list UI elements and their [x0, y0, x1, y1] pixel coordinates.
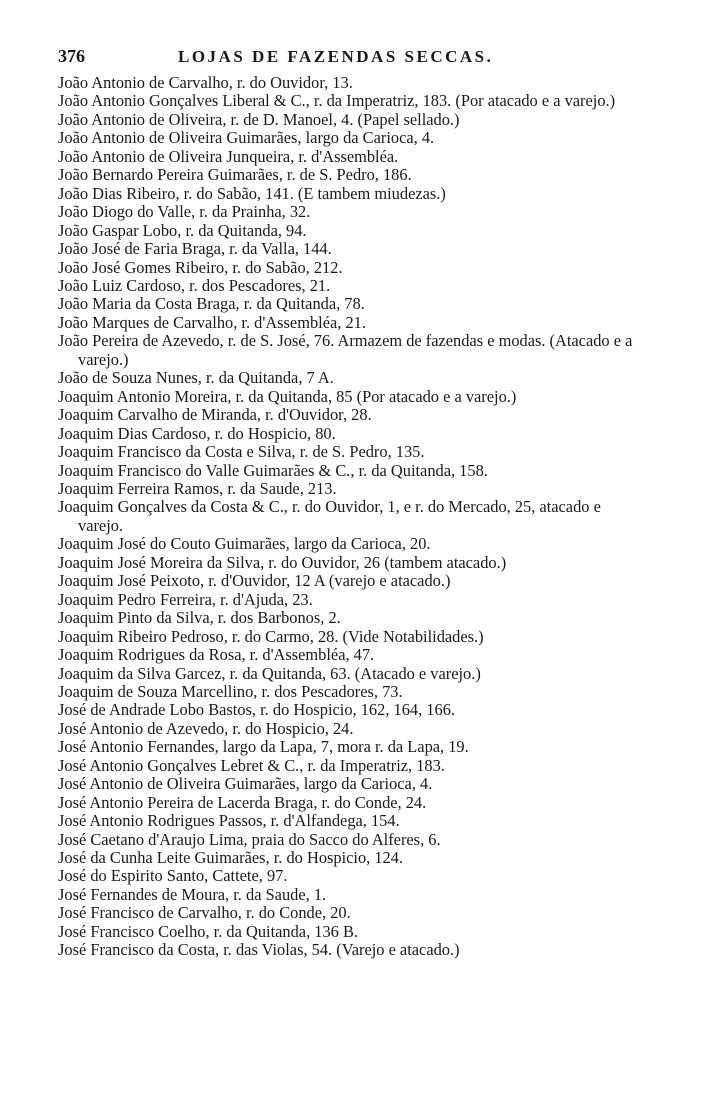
list-item: Joaquim José Moreira da Silva, r. do Ouvidor, 26 (tambem atacado.) [58, 552, 507, 572]
list-item: Joaquim Pedro Ferreira, r. d'Ajuda, 23. [58, 589, 313, 609]
list-item: Joaquim José Peixoto, r. d'Ouvidor, 12 A (varejo e atacado.) [58, 571, 451, 591]
list-item: José do Espirito Santo, Cattete, 97. [58, 866, 288, 886]
running-head [58, 46, 644, 70]
list-item: José Antonio Gonçalves Lebret & C., r. da Imperatriz, 183. [58, 755, 445, 775]
list-item: João Antonio Gonçalves Liberal & C., r. da Imperatriz, 183. (Por atacado e a varejo.) [58, 91, 616, 111]
list-item: Joaquim Carvalho de Miranda, r. d'Ouvidor, 28. [58, 405, 372, 425]
list-item: João Dias Ribeiro, r. do Sabão, 141. (E tambem miudezas.) [58, 183, 446, 203]
list-item: Joaquim Gonçalves da Costa & C., r. do Ouvidor, 1, e r. do Mercado, 25, atacado e varejo. [58, 497, 601, 535]
list-item: João Antonio de Carvalho, r. do Ouvidor, 13. [58, 73, 353, 92]
list-item: João José de Faria Braga, r. da Valla, 144. [58, 239, 332, 259]
list-item: José Francisco Coelho, r. da Quitanda, 136 B. [58, 921, 358, 941]
list-item: João Diogo do Valle, r. da Prainha, 32. [58, 202, 311, 222]
list-item: Joaquim da Silva Garcez, r. da Quitanda, 63. (Atacado e varejo.) [58, 663, 481, 683]
list-item: José Antonio Pereira de Lacerda Braga, r. do Conde, 24. [58, 792, 427, 812]
list-item: João Antonio de Oliveira, r. de D. Manoel, 4. (Papel sellado.) [58, 109, 460, 129]
list-item: Joaquim Ribeiro Pedroso, r. do Carmo, 28. (Vide Notabilidades.) [58, 626, 484, 646]
page-number: 376 [58, 46, 85, 66]
list-item: João Luiz Cardoso, r. dos Pescadores, 21. [58, 275, 331, 295]
list-item: João Antonio de Oliveira Junqueira, r. d'Assembléa. [58, 146, 399, 166]
page-title: LOJAS DE FAZENDAS SECCAS. [178, 47, 494, 66]
list-item: José Francisco de Carvalho, r. do Conde, 20. [58, 903, 351, 923]
list-item: Joaquim Rodrigues da Rosa, r. d'Assembléa, 47. [58, 645, 375, 665]
list-item: Joaquim Dias Cardoso, r. do Hospicio, 80. [58, 423, 336, 443]
list-item: Joaquim Francisco da Costa e Silva, r. de S. Pedro, 135. [58, 442, 425, 462]
list-item: João Maria da Costa Braga, r. da Quitanda, 78. [58, 294, 365, 314]
list-item: João Antonio de Oliveira Guimarães, largo da Carioca, 4. [58, 128, 435, 148]
list-item: João Pereira de Azevedo, r. de S. José, 76. Armazem de fazendas e modas. (Atacado e a varejo.) [58, 331, 633, 369]
list-item: João Marques de Carvalho, r. d'Assembléa, 21. [58, 312, 366, 332]
list-item: João José Gomes Ribeiro, r. do Sabão, 212. [58, 257, 343, 277]
list-item: José Antonio de Azevedo, r. do Hospicio, 24. [58, 718, 354, 738]
list-item: João Bernardo Pereira Guimarães, r. de S. Pedro, 186. [58, 165, 412, 185]
list-item: José da Cunha Leite Guimarães, r. do Hospicio, 124. [58, 848, 404, 868]
list-item: José Francisco da Costa, r. das Violas, 54. (Varejo e atacado.) [58, 940, 460, 960]
list-item: José Caetano d'Araujo Lima, praia do Sacco do Alferes, 6. [58, 829, 441, 849]
list-item: José de Andrade Lobo Bastos, r. do Hospicio, 162, 164, 166. [58, 700, 455, 720]
list-item: Joaquim de Souza Marcellino, r. dos Pescadores, 73. [58, 681, 403, 701]
merchant-list [58, 74, 644, 960]
list-item: João de Souza Nunes, r. da Quitanda, 7 A. [58, 368, 334, 388]
list-item: Joaquim Antonio Moreira, r. da Quitanda, 85 (Por atacado e a varejo.) [58, 386, 517, 406]
list-item: José Antonio Fernandes, largo da Lapa, 7, mora r. da Lapa, 19. [58, 737, 469, 757]
list-item: Joaquim José do Couto Guimarães, largo da Carioca, 20. [58, 534, 431, 554]
list-item: José Antonio Rodrigues Passos, r. d'Alfandega, 154. [58, 811, 400, 831]
list-item: José Fernandes de Moura, r. da Saude, 1. [58, 884, 327, 904]
list-item: João Gaspar Lobo, r. da Quitanda, 94. [58, 220, 307, 240]
list-item: Joaquim Ferreira Ramos, r. da Saude, 213. [58, 478, 337, 498]
list-item: Joaquim Francisco do Valle Guimarães & C., r. da Quitanda, 158. [58, 460, 488, 480]
list-item: José Antonio de Oliveira Guimarães, largo da Carioca, 4. [58, 774, 433, 794]
list-item: Joaquim Pinto da Silva, r. dos Barbonos, 2. [58, 608, 341, 628]
